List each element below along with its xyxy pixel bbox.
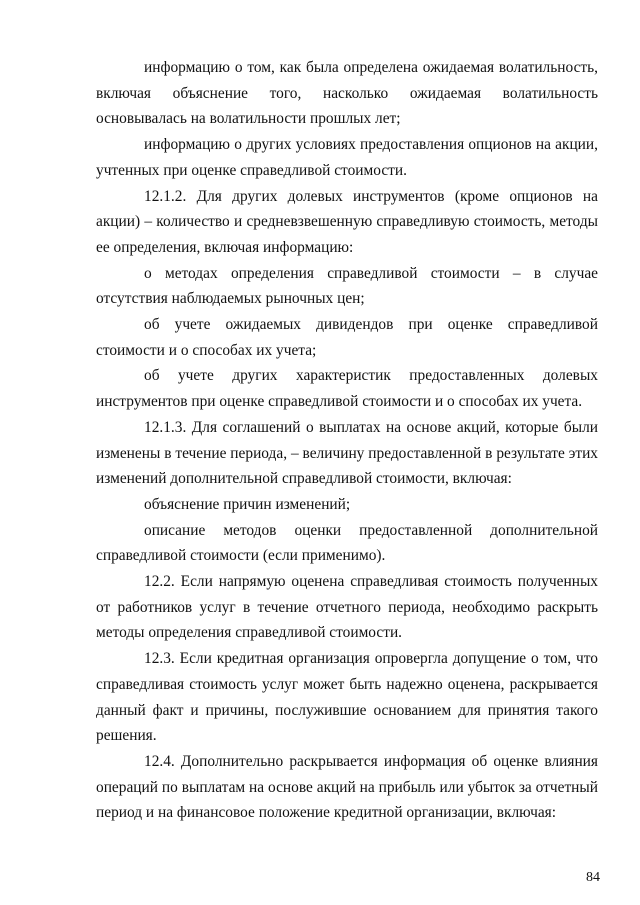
paragraph-12-2: 12.2. Если напрямую оценена справедливая стоимость полученных от работников услуг в течение отчетного периода, необходимо раскрыть методы определения справедливой стоимости. [96,573,598,642]
paragraph-other-option-terms: информацию о других условиях предоставления опционов на акции, учтенных при оценке справедливой стоимости. [96,136,598,179]
paragraph-valuation-methods: описание методов оценки предоставленной дополнительной справедливой стоимости (если применимо). [96,521,598,565]
document-body [96,55,598,826]
paragraph-other-characteristics: об учете других характеристик предоставленных долевых инструментов при оценке справедливой стоимости и о способах их учета. [96,367,598,411]
paragraph-volatility-info: информацию о том, как была определена ожидаемая волатильность, включая объяснение того, насколько ожидаемая волатильность основывалась на волатильности прошлых лет; [96,59,598,128]
page-number: 84 [586,870,600,885]
paragraph-reasons-for-changes: объяснение причин изменений; [144,495,351,513]
paragraph-12-4: 12.4. Дополнительно раскрывается информация об оценке влияния операций по выплатам на основе акций на прибыль или убыток за отчетный период и на финансовое положение кредитной организации, включая: [96,752,598,822]
paragraph-expected-dividends: об учете ожидаемых дивидендов при оценке справедливой стоимости и о способах их учета; [96,316,598,359]
paragraph-12-1-2: 12.1.2. Для других долевых инструментов (кроме опционов на акции) – количество и средневзвешенную справедливую стоимость, методы ее определения, включая информацию: [96,187,598,256]
paragraph-12-3: 12.3. Если кредитная организация опровергла допущение о том, что справедливая стоимость услуг может быть надежно оценена, раскрывается данный факт и причины, послужившие основанием для принятия такого решения. [96,650,598,745]
paragraph-fair-value-methods: о методах определения справедливой стоимости – в случае отсутствия наблюдаемых рыночных цен; [96,264,598,308]
paragraph-12-1-3: 12.1.3. Для соглашений о выплатах на основе акций, которые были изменены в течение периода, – величину предоставленной в результате этих изменений дополнительной справедливой стоимости, включая: [96,418,598,488]
